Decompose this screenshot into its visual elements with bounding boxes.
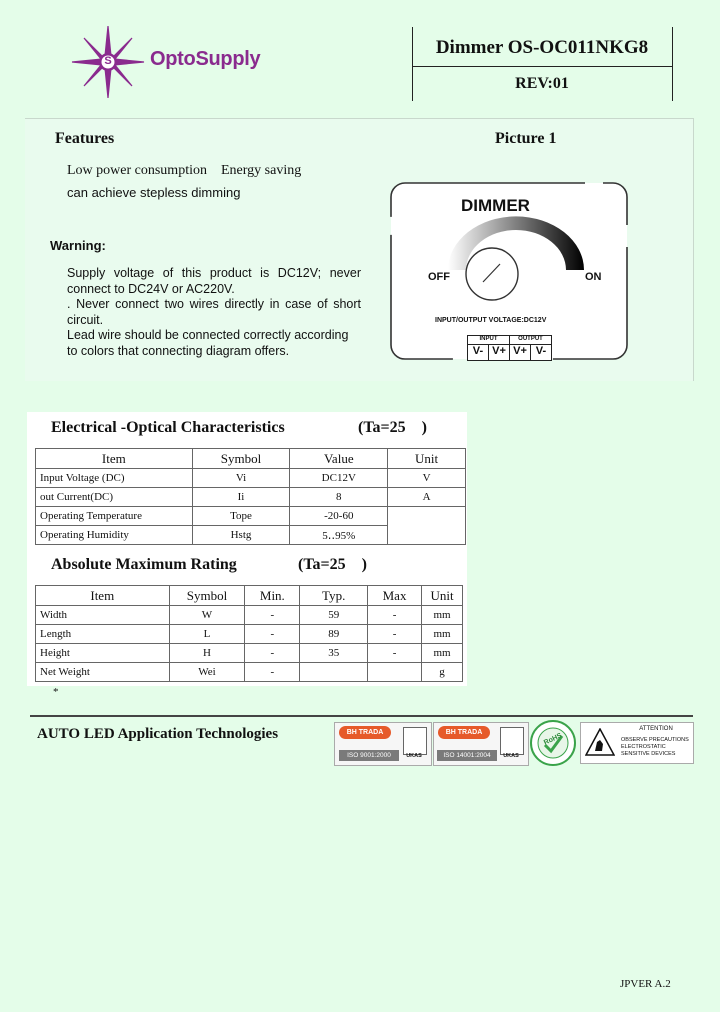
table-header-row — [36, 449, 466, 469]
cell-min: - — [245, 663, 300, 682]
esd-line-3: SENSITIVE DEVICES — [621, 751, 676, 757]
absolute-table — [35, 585, 463, 682]
ukas-crown-icon — [500, 727, 524, 755]
iso14001-certificate — [433, 722, 529, 766]
warning-title: Warning: — [50, 238, 106, 253]
header-unit: Unit — [388, 449, 466, 469]
cell-value: DC12V — [290, 469, 388, 488]
cert2-bottom-label: ISO 14001:2004 — [437, 750, 497, 761]
table-row — [36, 488, 466, 507]
cert1-top-label: BH TRADA — [339, 726, 391, 739]
electrical-title: Electrical -Optical Characteristics — [51, 419, 285, 436]
electrical-table — [35, 448, 466, 545]
cell-item: Height — [36, 644, 170, 663]
cell-item: Width — [36, 606, 170, 625]
cell-typ: 89 — [300, 625, 368, 644]
cell-unit: mm — [422, 644, 463, 663]
voltage-label: INPUT/OUTPUT VOLTAGE:DC12V — [435, 317, 547, 324]
on-label: ON — [585, 271, 602, 283]
picture-title: Picture 1 — [495, 130, 557, 147]
esd-hand-icon — [585, 728, 615, 756]
absolute-condition: (Ta=25 ) — [298, 556, 367, 573]
cell-item: Length — [36, 625, 170, 644]
iso9001-certificate — [334, 722, 432, 766]
cell-symbol: Hstg — [192, 526, 290, 545]
cell-symbol: Wei — [169, 663, 245, 682]
cell-typ — [300, 663, 368, 682]
off-label: OFF — [428, 271, 450, 283]
cert1-ukas-label: UKAS — [406, 753, 422, 759]
header-item: Item — [36, 449, 193, 469]
header-min: Min. — [245, 586, 300, 606]
footer-divider — [30, 715, 693, 717]
cell-unit: g — [422, 663, 463, 682]
esd-warning-label — [580, 722, 694, 764]
input-label: INPUT — [479, 336, 498, 342]
cell-unit — [388, 507, 466, 526]
cell-min: - — [245, 606, 300, 625]
ukas-crown-icon — [403, 727, 427, 755]
esd-line-2: ELECTROSTATIC — [621, 744, 666, 750]
esd-title: ATTENTION — [639, 726, 673, 732]
cell-unit: mm — [422, 625, 463, 644]
rohs-label: RoHS — [542, 732, 564, 747]
output-label: OUTPUT — [518, 336, 543, 342]
table-row — [36, 469, 466, 488]
absolute-title: Absolute Maximum Rating — [51, 556, 237, 573]
table-row — [36, 663, 463, 682]
cell-min: - — [245, 625, 300, 644]
document-title: Dimmer OS-OC011NKG8 — [435, 37, 649, 58]
revision-label: REV:01 — [515, 75, 569, 92]
header-item: Item — [36, 586, 170, 606]
cell-symbol: L — [169, 625, 245, 644]
electrical-condition: (Ta=25 ) — [358, 419, 427, 436]
terminal-4: V- — [535, 345, 547, 357]
feature-line-2: can achieve stepless dimming — [67, 185, 241, 200]
features-title: Features — [55, 130, 115, 147]
cell-symbol: H — [169, 644, 245, 663]
header-symbol: Symbol — [192, 449, 290, 469]
cert2-ukas-label: UKAS — [503, 753, 519, 759]
header-value: Value — [290, 449, 388, 469]
header-max: Max — [368, 586, 422, 606]
cert2-top-label: BH TRADA — [438, 726, 490, 739]
terminal-block — [467, 335, 552, 361]
cell-typ: 35 — [300, 644, 368, 663]
cell-value: 5‥95% — [290, 526, 388, 545]
table-row — [36, 526, 466, 545]
cell-item: Operating Temperature — [36, 507, 193, 526]
feature-line-1: Low power consumption Energy saving — [67, 163, 302, 178]
header-symbol: Symbol — [169, 586, 245, 606]
cell-max: - — [368, 606, 422, 625]
header-unit: Unit — [422, 586, 463, 606]
cell-symbol: Tope — [192, 507, 290, 526]
cell-symbol: Vi — [192, 469, 290, 488]
cell-max — [368, 663, 422, 682]
page-code: JPVER A.2 — [620, 978, 671, 990]
table-header-row — [36, 586, 463, 606]
esd-line-1: OBSERVE PRECAUTIONS — [621, 737, 689, 743]
cell-item: Operating Humidity — [36, 526, 193, 545]
cell-unit: V — [388, 469, 466, 488]
cell-item: out Current(DC) — [36, 488, 193, 507]
dimmer-label: DIMMER — [461, 196, 530, 215]
logo-letter: S — [104, 55, 112, 67]
cell-item: Net Weight — [36, 663, 170, 682]
terminal-2: V+ — [492, 345, 506, 357]
cell-item: Input Voltage (DC) — [36, 469, 193, 488]
cell-max: - — [368, 625, 422, 644]
table-row — [36, 507, 466, 526]
table-row — [36, 606, 463, 625]
cell-value: 8 — [290, 488, 388, 507]
table-row — [36, 625, 463, 644]
terminal-1: V- — [472, 345, 484, 357]
cell-min: - — [245, 644, 300, 663]
cell-unit: A — [388, 488, 466, 507]
header-divider-mid — [412, 66, 672, 67]
terminal-3: V+ — [513, 345, 527, 357]
cell-unit: mm — [422, 606, 463, 625]
warning-paragraph-1: Supply voltage of this product is DC12V; never connect to DC24V or AC220V. — [67, 266, 361, 296]
cell-symbol: W — [169, 606, 245, 625]
table-row — [36, 644, 463, 663]
header-divider-right — [672, 27, 673, 101]
header-typ: Typ. — [300, 586, 368, 606]
cell-value: -20-60 — [290, 507, 388, 526]
cell-symbol: Ii — [192, 488, 290, 507]
cell-max: - — [368, 644, 422, 663]
warning-paragraph-3: Lead wire should be connected correctly according to colors that connecting diagram offers. — [67, 328, 349, 358]
company-name: AUTO LED Application Technologies — [37, 726, 279, 742]
cell-unit — [388, 526, 466, 545]
warning-paragraph-2: . Never connect two wires directly in case of short circuit. — [67, 297, 361, 327]
table-footnote: * — [53, 686, 59, 698]
brand-name: OptoSupply — [150, 48, 261, 70]
cell-typ: 59 — [300, 606, 368, 625]
cert1-bottom-label: ISO 9001:2000 — [339, 750, 399, 761]
